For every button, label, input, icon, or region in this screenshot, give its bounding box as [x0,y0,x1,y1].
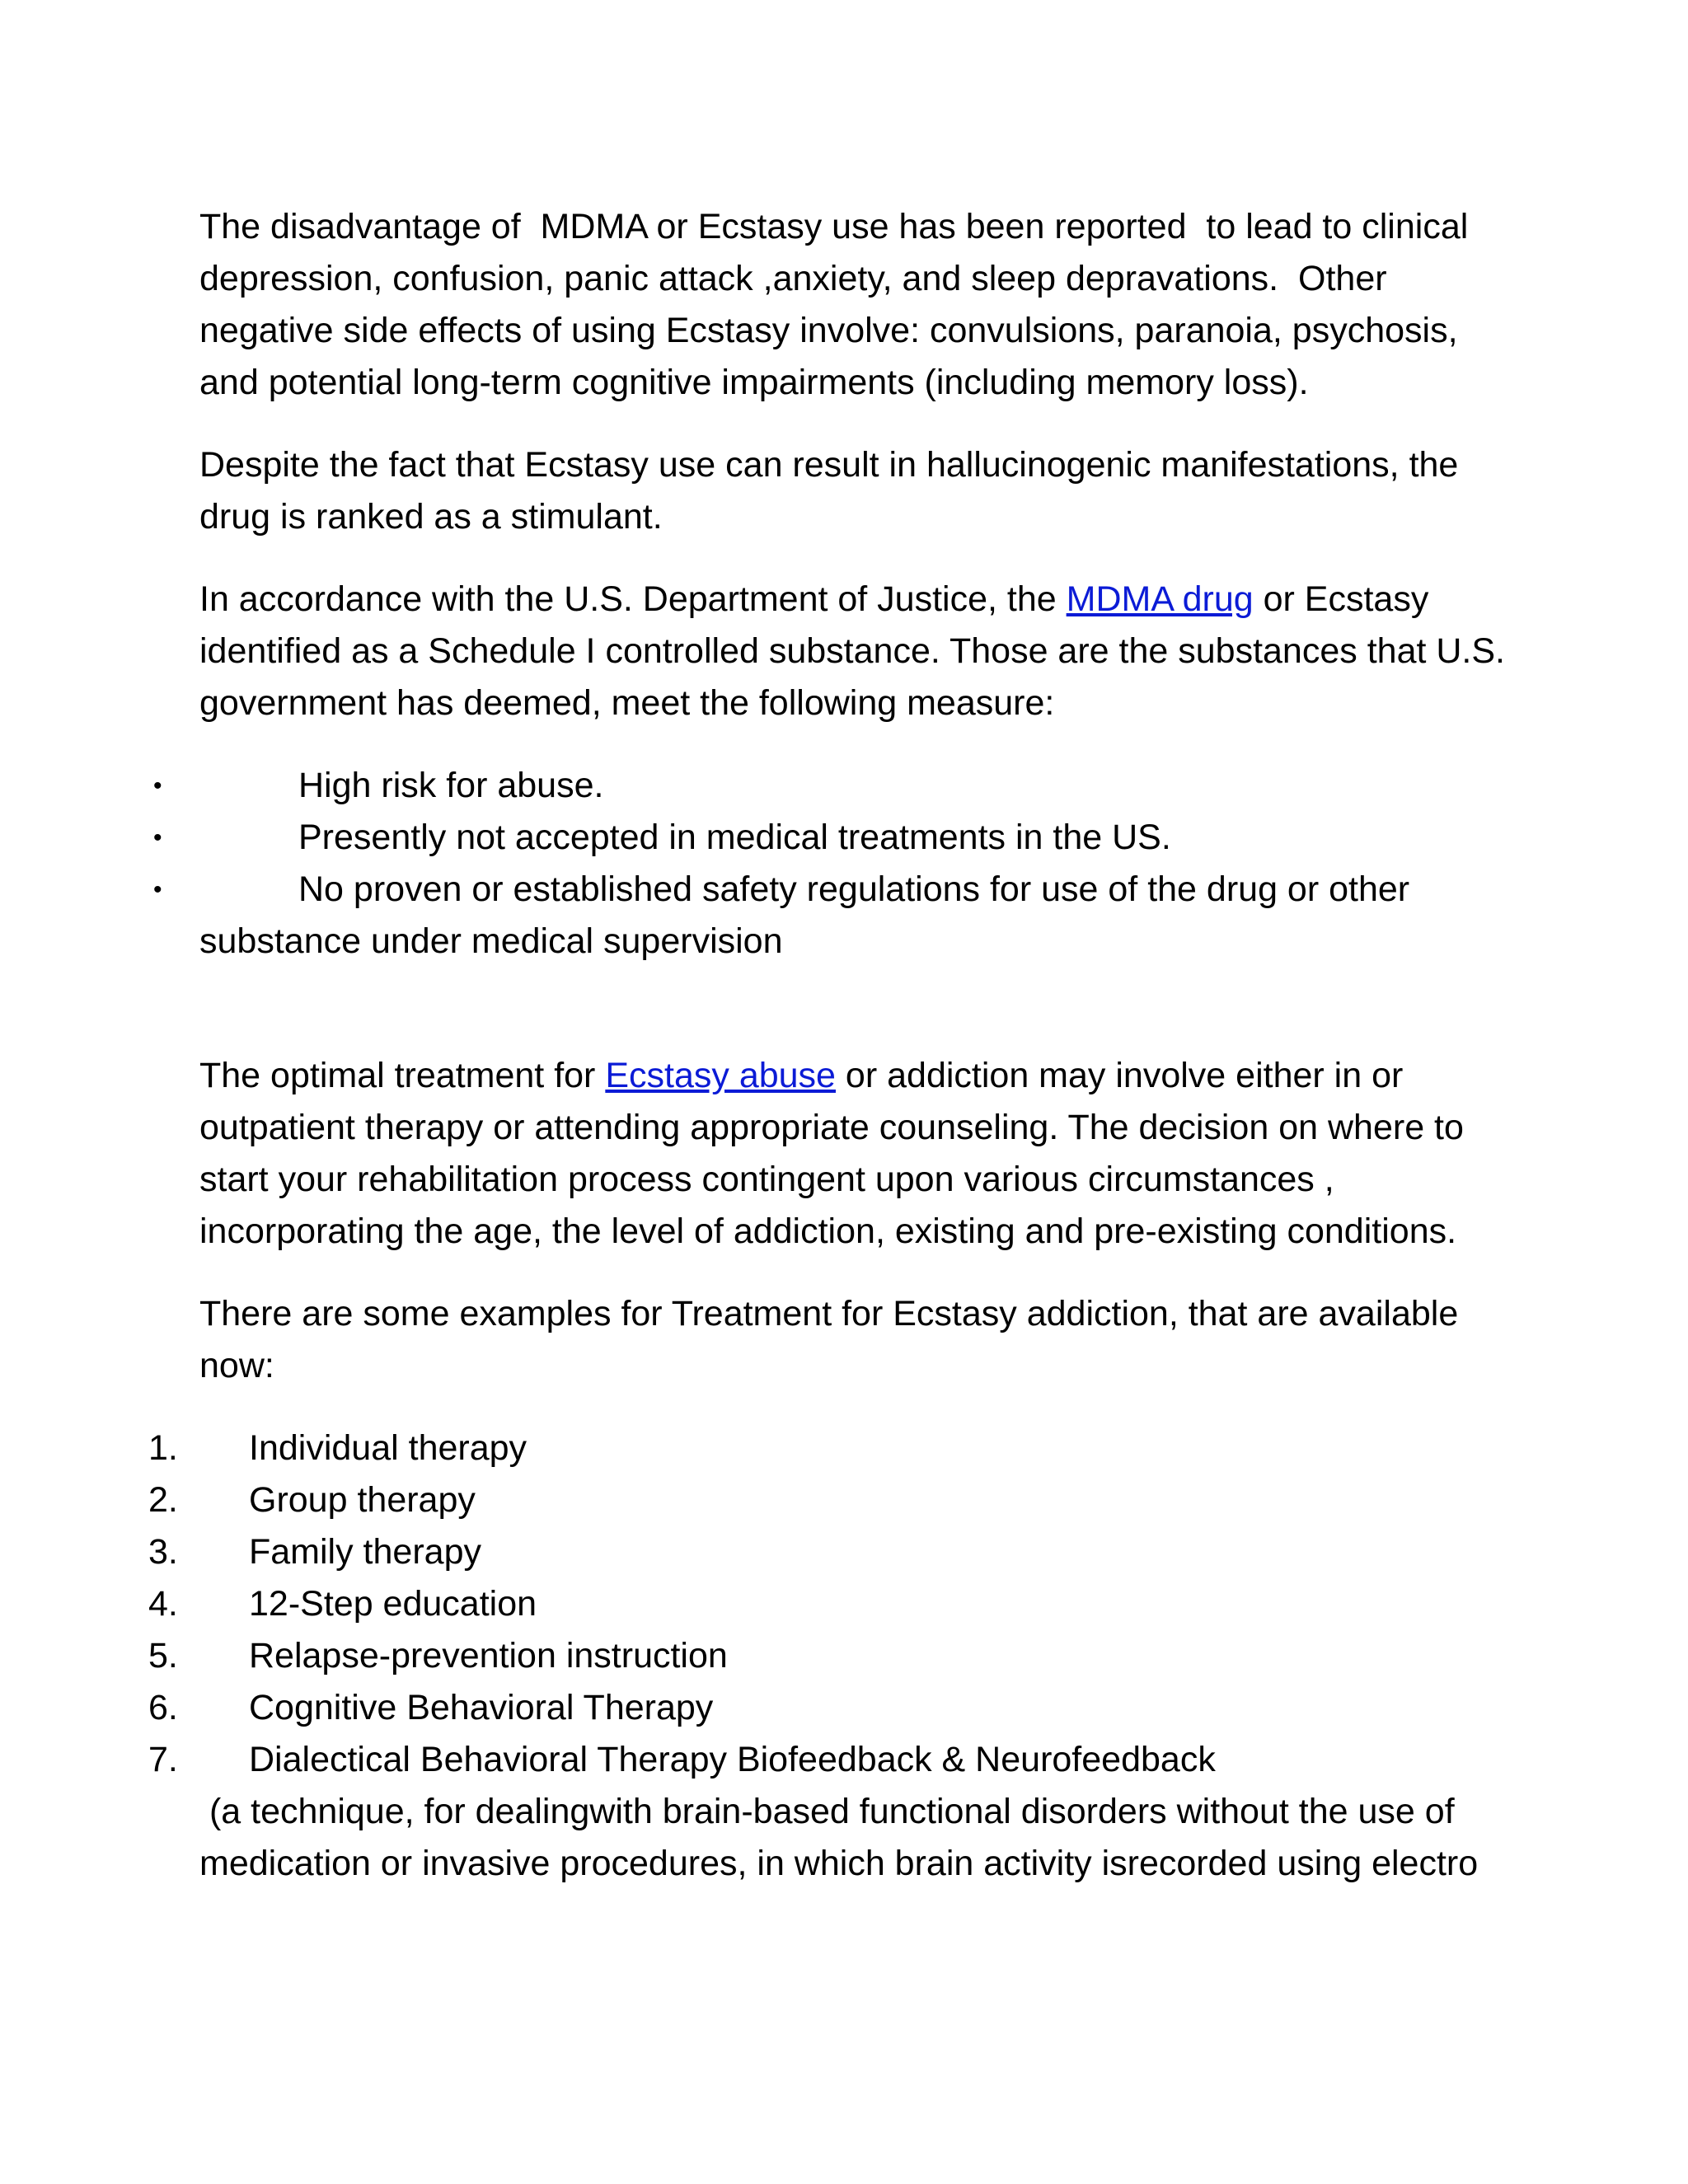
bullet-item-3-continuation: substance under medical supervision [199,921,783,961]
paragraph-4-text-before-link: The optimal treatment for [199,1056,606,1095]
trailing-line-1: (a technique, for dealingwith brain-based functional disorders without the use of [199,1792,1455,1831]
bullet-marker-3: • [153,876,162,903]
bullet-item-3: No proven or established safety regulations for use of the drug or other [298,869,1410,909]
paragraph-2-line-1: Despite the fact that Ecstasy use can result in hallucinogenic manifestations, the [199,445,1459,485]
numbered-item-2: Group therapy [249,1480,476,1520]
paragraph-4-line-4: incorporating the age, the level of addiction, existing and pre-existing conditions. [199,1212,1457,1251]
paragraph-1-line-3: negative side effects of using Ecstasy involve: convulsions, paranoia, psychosis, [199,311,1458,350]
numbered-item-6: Cognitive Behavioral Therapy [249,1688,714,1727]
paragraph-3-line-2: identified as a Schedule I controlled substance. Those are the substances that U.S. [199,631,1506,671]
numbered-marker-2: 2. [148,1480,178,1520]
paragraph-3-text-before-link: In accordance with the U.S. Department of Justice, the [199,579,1067,619]
paragraph-4-text-after-link: or addiction may involve either in or [835,1056,1404,1095]
numbered-item-4: 12-Step education [249,1584,537,1624]
ecstasy-abuse-link[interactable]: Ecstasy abuse [605,1056,836,1095]
mdma-drug-link[interactable]: MDMA drug [1066,579,1254,619]
bullet-marker-2: • [153,824,162,851]
numbered-marker-4: 4. [148,1584,178,1624]
paragraph-4-line-1 [199,1050,1403,1102]
paragraph-5-line-1: There are some examples for Treatment for Ecstasy addiction, that are available [199,1294,1459,1333]
paragraph-1-line-1: The disadvantage of MDMA or Ecstasy use has been reported to lead to clinical [199,207,1469,246]
bullet-item-2: Presently not accepted in medical treatments in the US. [298,818,1171,857]
numbered-item-7: Dialectical Behavioral Therapy Biofeedback & Neurofeedback [249,1740,1216,1779]
paragraph-3-line-1 [199,574,1428,626]
paragraph-4-line-2: outpatient therapy or attending appropriate counseling. The decision on where to [199,1108,1464,1147]
numbered-marker-7: 7. [148,1740,178,1779]
bullet-marker-1: • [153,772,162,799]
paragraph-1-line-2: depression, confusion, panic attack ,anxiety, and sleep depravations. Other [199,259,1387,298]
numbered-marker-6: 6. [148,1688,178,1727]
numbered-item-3: Family therapy [249,1532,481,1572]
paragraph-3-line-3: government has deemed, meet the following measure: [199,683,1055,723]
numbered-item-5: Relapse-prevention instruction [249,1636,728,1675]
numbered-marker-5: 5. [148,1636,178,1675]
bullet-item-1: High risk for abuse. [298,766,604,805]
paragraph-3-text-after-link: or Ecstasy [1253,579,1429,619]
numbered-marker-1: 1. [148,1428,178,1468]
paragraph-2-line-2: drug is ranked as a stimulant. [199,497,663,537]
numbered-marker-3: 3. [148,1532,178,1572]
numbered-item-1: Individual therapy [249,1428,528,1468]
trailing-line-2: medication or invasive procedures, in which brain activity isrecorded using electro [199,1844,1479,1883]
paragraph-1-line-4: and potential long-term cognitive impairments (including memory loss). [199,363,1309,402]
paragraph-4-line-3: start your rehabilitation process contingent upon various circumstances , [199,1160,1334,1199]
paragraph-5-line-2: now: [199,1346,274,1385]
